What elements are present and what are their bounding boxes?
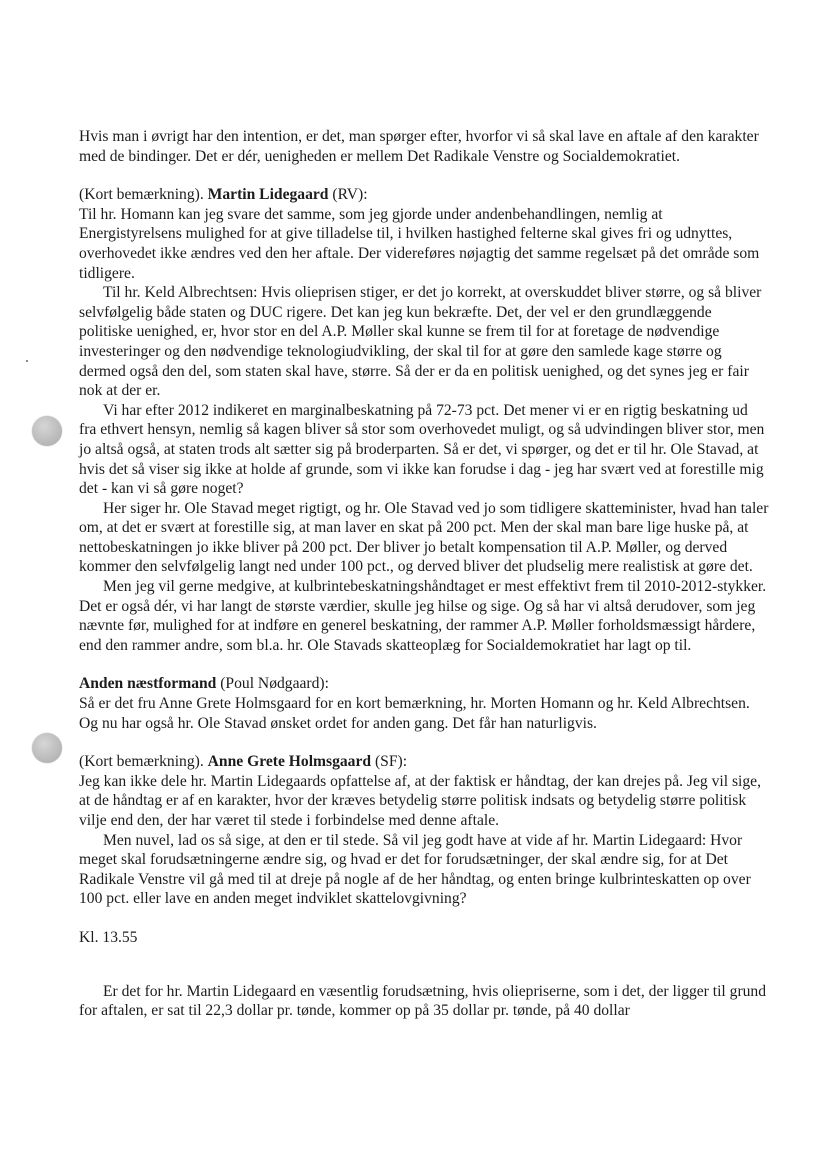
paragraph: Men jeg vil gerne medgive, at kulbrintebeskatningshåndtaget er mest effektivt frem til 2010-2012-stykker. Det er også dér, vi har langt de største værdier, skulle jeg hilse og sige. Og så har vi altså derudover, som jeg nævnte før, mulighed for at indføre en generel beskatning, der rammer A.P. Møller forholdsmæssigt hårdere, end den rammer andre, som bl.a. hr. Ole Stavads skatteoplæg for Socialdemokratiet har lagt op til.	[79, 578, 767, 654]
paragraph: Hvis man i øvrigt har den intention, er det, man spørger efter, hvorfor vi så skal lave en aftale af den karakter med de bindinger. Det er dér, uenigheden er mellem Det Radikale Venstre og Socialdemokratiet.	[79, 128, 759, 165]
speaker-heading: (Kort bemærkning). Martin Lidegaard (RV):	[79, 186, 368, 204]
speaker-name: Anden næstformand	[79, 675, 217, 693]
punch-hole	[32, 733, 62, 763]
paragraph: Til hr. Homann kan jeg svare det samme, som jeg gjorde under andenbehandlingen, nemlig at Energistyrelsens mulighed for at give tilladelse til, i hvilken hastighed felterne skal gives fri og udnyttes, overhovedet ikke ændres ved den her aftale. Der videreføres nøjagtig det samme regelsæt på det område som tidligere.	[79, 205, 760, 282]
speaker-heading: (Kort bemærkning). Anne Grete Holmsgaard (SF):	[79, 753, 408, 771]
transcript-body	[79, 127, 769, 1021]
speaker-name: Anne Grete Holmsgaard	[207, 753, 372, 771]
paragraph: Men nuvel, lad os så sige, at den er til stede. Så vil jeg godt have at vide af hr. Martin Lidegaard: Hvor meget skal forudsætningerne ændre sig, og hvad er det for forudsætninger, der skal ændre sig, for at Det Radikale Venstre vil gå med til at dreje på nogle af de her håndtag, og enten bringe kulbrinteskatten op over 100 pct. eller lave en anden meget indviklet skattelovgivning?	[79, 831, 751, 908]
paragraph: Til hr. Keld Albrechtsen: Hvis olieprisen stiger, er det jo korrekt, at overskuddet bliver større, og så bliver selvfølgelig både staten og DUC rigere. Det kan jeg kun bekræfte. Det, der vel er den grundlæggende politiske uenighed, er, hvor stor en del A.P. Møller skal kunne se frem til for at foretage de nødvendige investeringer og den nødvendige teknologiudvikling, der skal til for at gøre den samlede kage større og dermed også den del, som staten skal have, større. Så der er da en politisk uenighed, og det synes jeg er fair nok at der er.	[79, 284, 762, 400]
paragraph: Er det for hr. Martin Lidegaard en væsentlig forudsætning, hvis oliepriserne, som i det, der ligger til grund for aftalen, er sat til 22,3 dollar pr. tønde, kommer op på 35 dollar pr. tønde, på 40 dollar	[79, 982, 767, 1020]
timestamp: Kl. 13.55	[79, 928, 138, 946]
paragraph: Jeg kan ikke dele hr. Martin Lidegaards opfattelse af, at der faktisk er håndtag, der kan drejes på. Jeg vil sige, at de håndtag er af en karakter, hvor der kræves betydelig større politisk indsats og betydelig større politisk vilje end den, der har været til stede i forbindelse med denne aftale.	[79, 772, 761, 829]
speaker-name: Martin Lidegaard	[207, 186, 329, 204]
paragraph: Vi har efter 2012 indikeret en marginalbeskatning på 72-73 pct. Det mener vi er en rigtig beskatning ud fra ethvert hensyn, nemlig så kagen bliver så stor som overhovedet muligt, og så udvindingen bliver stor, men jo altså også, at staten trods alt sætter sig på broderparten. Så er det, vi spørger, og det er til hr. Ole Stavad, at hvis det så viser sig ikke at holde af grunde, som vi ikke kan forudse i dag - jeg har svært ved at forestille mig det - kan vi så gøre noget?	[79, 401, 765, 498]
speaker-heading: Anden næstformand (Poul Nødgaard):	[79, 675, 329, 693]
paragraph: Så er det fru Anne Grete Holmsgaard for en kort bemærkning, hr. Morten Homann og hr. Keld Albrechtsen. Og nu har også hr. Ole Stavad ønsket ordet for anden gang. Det får han naturligvis.	[79, 695, 750, 732]
paragraph: Her siger hr. Ole Stavad meget rigtigt, og hr. Ole Stavad ved jo som tidligere skatteminister, hvad han taler om, at det er svært at forestille sig, at man laver en skat på 200 pct. Men der skal man bare lige huske på, at nettobeskatningen jo ikke bliver på 200 pct. Der bliver jo betalt kompensation til A.P. Møller, og derved kommer den selvfølgelig langt ned under 100 pct., og derved bliver det pludselig mere realistisk at gøre det.	[79, 499, 769, 576]
punch-hole	[32, 416, 62, 446]
scan-speck	[26, 360, 28, 362]
